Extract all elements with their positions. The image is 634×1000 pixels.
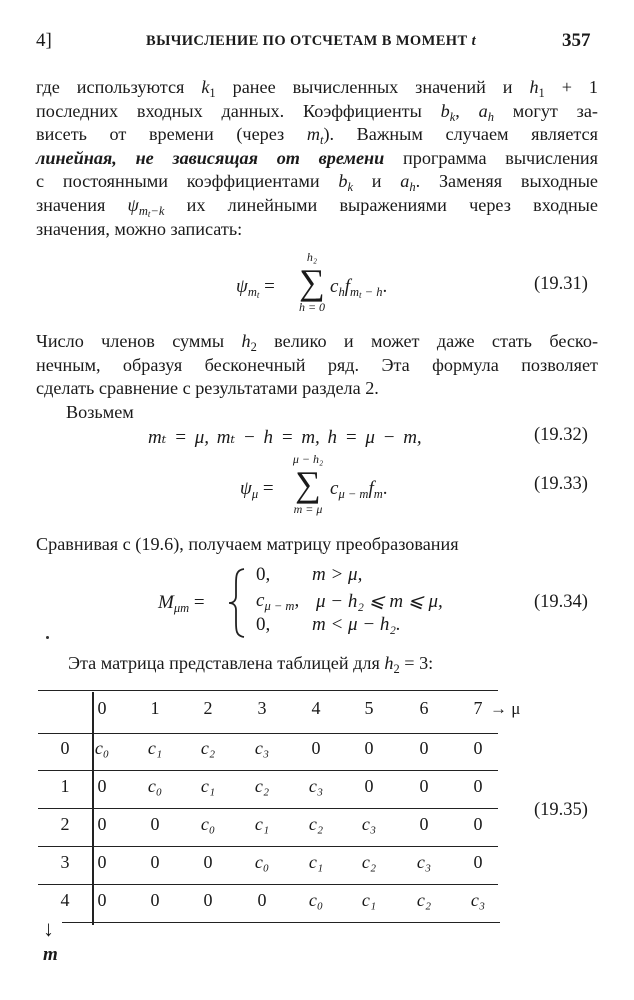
matrix-cell: c₃ xyxy=(361,814,377,834)
row-header: 0 xyxy=(60,738,70,758)
matrix-cell: 0 xyxy=(473,814,483,834)
equation-19-33-rhs: $c_{\mu - m}f_m$. xyxy=(330,478,388,501)
matrix-cell: 0 xyxy=(150,890,160,910)
case-3-condition: m < μ − h₂. xyxy=(312,614,401,635)
matrix-cell: c₀ xyxy=(254,852,270,872)
paragraph-4: Эта матрица представлена таблицей для $h_2 = 3$: xyxy=(68,653,434,676)
column-header: 0 xyxy=(97,698,107,718)
row-header: 3 xyxy=(60,852,70,872)
column-header: 3 xyxy=(257,698,267,718)
matrix-cell: 0 xyxy=(311,738,321,758)
column-header: 6 xyxy=(419,698,429,718)
case-1-value: 0, xyxy=(256,564,271,585)
case-3-value: 0, xyxy=(256,614,271,635)
row-header: 1 xyxy=(60,776,70,796)
equation-19-32: mₜ = μ, mₜ − h = m, h = μ − m, xyxy=(148,427,422,448)
column-header: 1 xyxy=(150,698,160,718)
p1-line-2: последних входных данных. Коэффициенты $b_k$, $a_h$ могут за- xyxy=(36,100,598,124)
matrix-cell: c₂ xyxy=(308,814,324,834)
column-header: 7 xyxy=(473,698,483,718)
matrix-cell: 0 xyxy=(364,738,374,758)
matrix-cell: c₁ xyxy=(254,814,270,834)
matrix-cell: c₀ xyxy=(308,890,324,910)
matrix-cell: 0 xyxy=(473,852,483,872)
table-rule xyxy=(62,922,500,923)
matrix-cell: c₃ xyxy=(308,776,324,796)
paragraph-3 xyxy=(36,533,598,557)
equation-19-31-sum: h₂ ∑ h = 0 xyxy=(298,250,326,314)
matrix-cell: 0 xyxy=(419,814,429,834)
matrix-cell: 0 xyxy=(203,890,213,910)
matrix-cell: 0 xyxy=(473,738,483,758)
p1-line-4: линейная, не зависящая от времени программа вычисления xyxy=(36,147,598,168)
matrix-cell: 0 xyxy=(150,852,160,872)
matrix-cell: c₂ xyxy=(416,890,432,910)
table-rule xyxy=(38,846,498,847)
running-header xyxy=(146,33,476,50)
running-header-var: t xyxy=(471,33,476,49)
equation-19-31-lhs: $\psi_{mt}$ = xyxy=(236,276,275,300)
case-2-value: $c_{\mu - m}$, xyxy=(256,590,300,613)
matrix-cell: c₂ xyxy=(254,776,270,796)
matrix-cell: 0 xyxy=(419,776,429,796)
p2-line-1: Число членов суммы $h_2$ велико и может даже стать беско- xyxy=(36,331,598,354)
case-1-condition: m > μ, xyxy=(312,564,363,585)
cases-brace xyxy=(228,568,246,638)
matrix-cell: c₀ xyxy=(200,814,216,834)
matrix-cell: c₃ xyxy=(254,738,270,758)
row-axis-label: m xyxy=(43,944,58,965)
matrix-cell: 0 xyxy=(97,776,107,796)
matrix-cell: c₁ xyxy=(200,776,216,796)
matrix-cell: 0 xyxy=(364,776,374,796)
matrix-cell: 0 xyxy=(150,814,160,834)
matrix-cell: c₁ xyxy=(308,852,324,872)
row-header: 4 xyxy=(60,890,70,910)
row-header: 2 xyxy=(60,814,70,834)
equation-19-31-rhs: $c_hf_{mt - h}$. xyxy=(330,276,388,300)
section-number: 4] xyxy=(36,30,52,51)
column-header: 5 xyxy=(364,698,374,718)
p1-line-3: висеть от времени (через $m_t$). Важным случаем является xyxy=(36,124,598,148)
print-speck xyxy=(46,636,49,639)
p2-line-3: сделать сравнение с результатами раздела 2. xyxy=(36,378,379,399)
table-rule xyxy=(38,690,498,691)
matrix-cell: 0 xyxy=(473,776,483,796)
matrix-cell: 0 xyxy=(203,852,213,872)
matrix-cell: c₀ xyxy=(94,738,110,758)
p1-line-6: значения $\psi_{mt-k}$ их линейными выражениями через входные xyxy=(36,194,598,219)
matrix-cell: c₀ xyxy=(147,776,163,796)
table-rule xyxy=(38,733,498,734)
paragraph-2 xyxy=(36,330,598,424)
matrix-cell: 0 xyxy=(97,852,107,872)
column-header: 4 xyxy=(311,698,321,718)
equation-19-34-lhs: $M_{\mu m}$ = xyxy=(158,592,205,615)
equation-19-33-sum: μ − h₂ ∑ m = μ xyxy=(292,452,324,516)
matrix-cell: c₃ xyxy=(470,890,486,910)
page-number: 357 xyxy=(562,30,591,51)
matrix-cell: 0 xyxy=(419,738,429,758)
table-rule xyxy=(38,808,498,809)
running-header-text: ВЫЧИСЛЕНИЕ ПО ОТСЧЕТАМ В МОМЕНТ xyxy=(146,33,468,49)
matrix-cell: c₃ xyxy=(416,852,432,872)
p3-line-1: Сравнивая с (19.6), получаем матрицу преобразования xyxy=(36,534,459,554)
matrix-cell: 0 xyxy=(97,814,107,834)
column-axis-label: → μ xyxy=(490,699,521,718)
table-rule xyxy=(38,884,498,885)
column-header: 2 xyxy=(203,698,213,718)
equation-number-19-33: (19.33) xyxy=(534,474,588,494)
matrix-cell: c₁ xyxy=(147,738,163,758)
p1-line-1: где используются $k_1$ ранее вычисленных значений и $h_1 + 1$ xyxy=(36,77,598,100)
equation-19-33-lhs: $\psi_\mu$ = xyxy=(240,478,274,501)
matrix-cell: 0 xyxy=(97,890,107,910)
matrix-cell: c₁ xyxy=(361,890,377,910)
emphasis-text: линейная, не зависящая от времени xyxy=(36,147,385,168)
paragraph-1 xyxy=(36,76,598,241)
case-2-condition: μ − h₂ ⩽ m ⩽ μ, xyxy=(316,591,443,612)
table-rule xyxy=(38,770,498,771)
p2-line-4: Возьмем xyxy=(66,401,134,422)
p2-line-2: нечным, образуя бесконечный ряд. Эта формула позволяет xyxy=(36,354,598,375)
equation-number-19-35: (19.35) xyxy=(534,800,588,820)
matrix-cell: c₂ xyxy=(200,738,216,758)
p1-line-7: значения, можно записать: xyxy=(36,218,243,239)
equation-number-19-34: (19.34) xyxy=(534,592,588,612)
row-axis-arrow: ↓ xyxy=(43,916,54,941)
equation-number-19-31: (19.31) xyxy=(534,274,588,294)
matrix-cell: c₂ xyxy=(361,852,377,872)
equation-number-19-32: (19.32) xyxy=(534,425,588,445)
p1-line-5: с постоянными коэффициентами $b_k$ и $a_h$. Заменяя выходные xyxy=(36,171,598,195)
matrix-cell: 0 xyxy=(257,890,267,910)
